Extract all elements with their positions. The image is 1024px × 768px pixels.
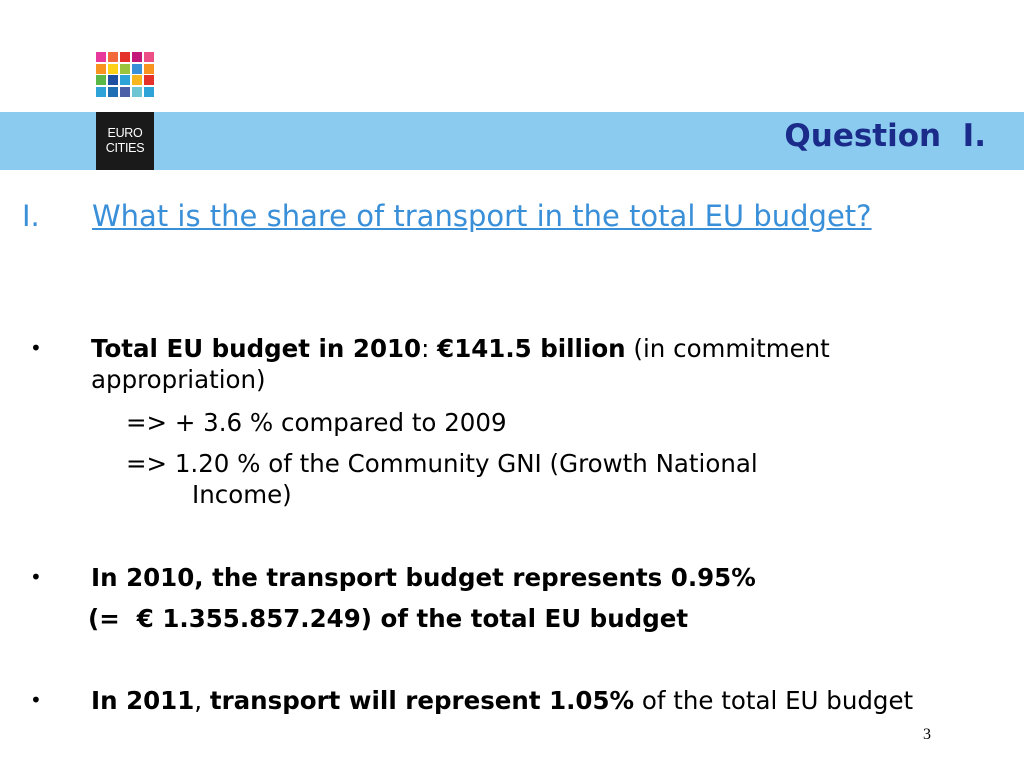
logo-square — [108, 52, 118, 62]
transport-2010-amount: (= € 1.355.857.249) of the total EU budget — [88, 604, 689, 633]
logo-text-line2: CITIES — [105, 141, 145, 155]
slide-title: Question I. — [784, 118, 986, 154]
logo-square — [144, 64, 154, 74]
logo-square — [132, 64, 142, 74]
logo-square — [132, 87, 142, 97]
sub-point-gni — [126, 448, 986, 510]
logo-square — [96, 64, 106, 74]
logo-square — [108, 75, 118, 85]
question-heading — [22, 194, 982, 238]
question-number: I. — [22, 199, 40, 233]
question-text: What is the share of transport in the total EU budget? — [92, 199, 872, 233]
budget-year-label: Total EU budget in 2010 — [91, 334, 422, 363]
logo-text-line1: EURO — [107, 126, 143, 140]
transport-2010-text: In 2010, the transport budget represents 0.95% — [91, 563, 756, 592]
logo-square — [144, 87, 154, 97]
bullet-transport-2010 — [30, 562, 990, 593]
logo-square — [120, 52, 130, 62]
logo-square — [108, 87, 118, 97]
logo-square — [96, 87, 106, 97]
logo-square — [132, 75, 142, 85]
logo-square — [120, 64, 130, 74]
budget-amount: €141.5 billion — [437, 334, 626, 363]
eurocities-logo-grid — [96, 52, 154, 108]
sub-point-gni-text: => 1.20 % of the Community GNI (Growth National — [126, 449, 758, 478]
logo-square — [144, 75, 154, 85]
logo-square — [120, 75, 130, 85]
sub-point-gni-continuation: Income) — [192, 480, 292, 509]
bullet-icon: • — [30, 565, 42, 589]
logo-square — [144, 52, 154, 62]
year-2011-label: In 2011 — [91, 686, 195, 715]
budget-note: (in commitment appropriation) — [91, 334, 830, 394]
eurocities-logo — [96, 112, 154, 170]
logo-square — [96, 52, 106, 62]
logo-square — [108, 64, 118, 74]
bullet-icon: • — [30, 688, 42, 712]
bullet-icon: • — [30, 336, 42, 360]
page-number: 3 — [923, 726, 931, 743]
logo-square — [96, 75, 106, 85]
transport-2011-share: transport will represent 1.05% — [209, 686, 635, 715]
bullet-total-budget — [30, 333, 990, 395]
separator: , — [194, 686, 210, 715]
logo-square — [132, 52, 142, 62]
logo-square — [120, 87, 130, 97]
bullet-transport-2011 — [30, 685, 990, 716]
sub-point-growth: => + 3.6 % compared to 2009 — [126, 408, 507, 437]
transport-2011-rest: of the total EU budget — [634, 686, 914, 715]
separator: : — [421, 334, 438, 363]
